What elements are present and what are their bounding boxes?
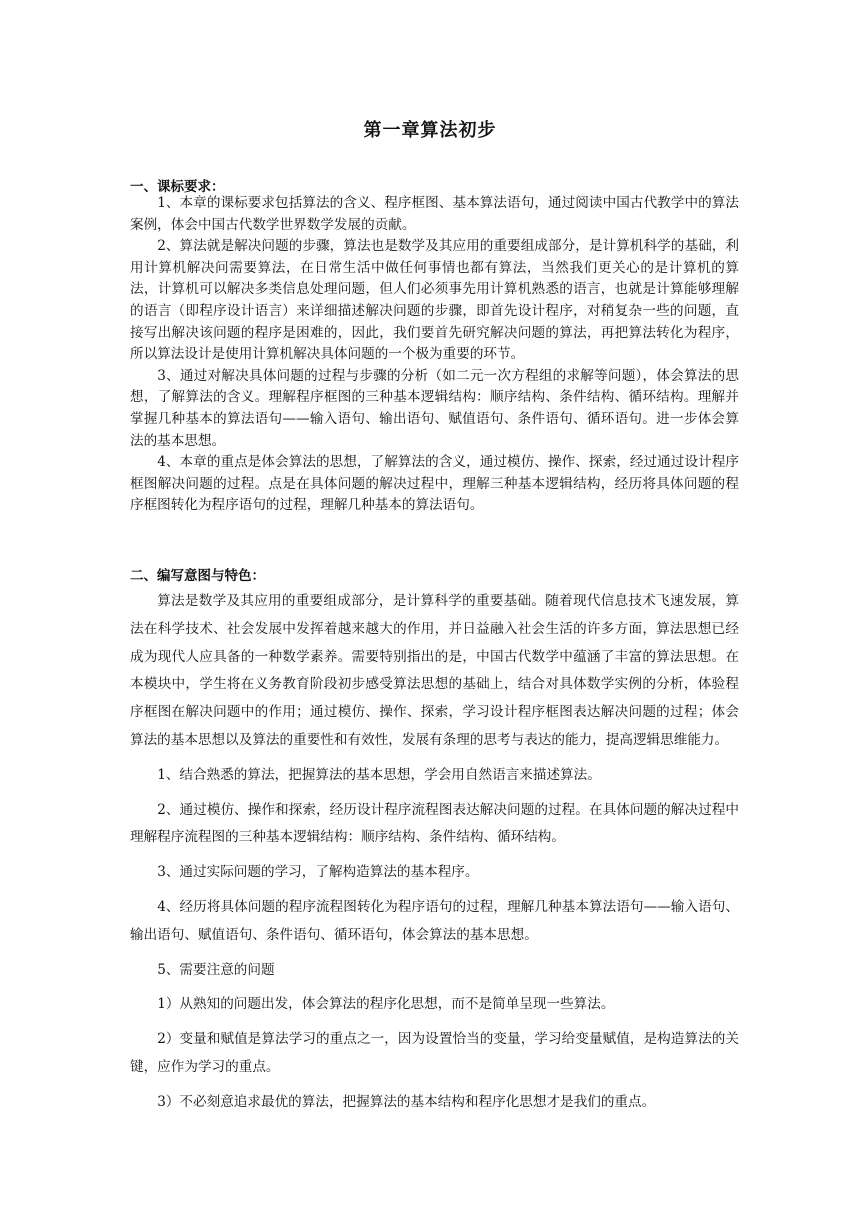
page-title: 第一章算法初步 — [363, 120, 497, 141]
section-body-design-intent — [130, 588, 739, 1117]
paragraph: 2、通过模仿、操作和探索，经历设计程序流程图表达解决问题的过程。在具体问题的解决过程中理解程序流程图的三种基本逻辑结构：顺序结构、条件结构、循环结构。 — [130, 801, 739, 846]
paragraph: 3）不必刻意追求最优的算法，把握算法的基本结构和程序化思想才是我们的重点。 — [157, 1093, 656, 1110]
paragraph: 1、结合熟悉的算法，把握算法的基本思想，学会用自然语言来描述算法。 — [157, 766, 601, 783]
paragraph: 4、经历将具体问题的程序流程图转化为程序语句的过程，理解几种基本算法语句——输入语句、输出语句、赋值语句、条件语句、循环语句，体会算法的基本思想。 — [130, 898, 739, 943]
paragraph: 4、本章的重点是体会算法的思想，了解算法的含义，通过模仿、操作、探索，经过通过设计程序框图解决问题的过程。点是在具体问题的解决过程中，理解三种基本逻辑结构，经历将具体问题的程序框图转化为程序语句的过程，理解几种基本的算法语句。 — [130, 454, 739, 514]
paragraph: 2）变量和赋值是算法学习的重点之一，因为设置恰当的变量，学习给变量赋值，是构造算法的关键，应作为学习的重点。 — [130, 1031, 739, 1075]
paragraph: 1、本章的课标要求包括算法的含义、程序框图、基本算法语句，通过阅读中国古代教学中的算法案例，体会中国古代数学世界数学发展的贡献。 — [130, 195, 739, 233]
section-heading-curriculum-requirements: 一、课标要求： — [130, 179, 225, 195]
paragraph: 3、通过实际问题的学习，了解构造算法的基本程序。 — [157, 864, 479, 881]
paragraph: 1）从熟知的问题出发，体会算法的程序化思想，而不是简单呈现一些算法。 — [157, 996, 615, 1013]
section-body-curriculum-requirements — [130, 193, 739, 517]
paragraph: 5、需要注意的问题 — [157, 961, 275, 978]
paragraph: 2、算法就是解决问题的步骤，算法也是数学及其应用的重要组成部分，是计算机科学的基础，利用计算机解决问需要算法，在日常生活中做任何事情也都有算法，当然我们更关心的是计算机的算法，计算机可以解决多类信息处理问题，但人们必须事先用计算机熟悉的语言，也就是计算能够理解的语言（即程序设计语言）来详细描述解决问题的步骤，即首先设计程序，对稍复杂一些的问题，直接写出解决该问题的程序是困难的，因此，我们要首先研究解决问题的算法，再把算法转化为程序，所以算法设计是使用计算机解决具体问题的一个极为重要的环节。 — [130, 238, 739, 363]
paragraph: 算法是数学及其应用的重要组成部分，是计算科学的重要基础。随着现代信息技术飞速发展，算法在科学技术、社会发展中发挥着越来越大的作用，并日益融入社会生活的许多方面，算法思想已经成为现代人应具备的一种数学素养。需要特别指出的是，中国古代数学中蕴涵了丰富的算法思想。在本模块中，学生将在义务教育阶段初步感受算法思想的基础上，结合对具体数学实例的分析，体验程序框图在解决问题中的作用；通过模仿、操作、探索，学习设计程序框图表达解决问题的过程；体会算法的基本思想以及算法的重要性和有效性，发展有条理的思考与表达的能力，提高逻辑思维能力。 — [130, 593, 739, 748]
section-heading-design-intent: 二、编写意图与特色： — [130, 568, 265, 584]
paragraph: 3、通过对解决具体问题的过程与步骤的分析（如二元一次方程组的求解等问题），体会算法的思想，了解算法的含义。理解程序框图的三种基本逻辑结构：顺序结构、条件结构、循环结构。理解并掌握几种基本的算法语句——输入语句、输出语句、赋值语句、条件语句、循环语句。进一步体会算法的基本思想。 — [130, 367, 739, 449]
